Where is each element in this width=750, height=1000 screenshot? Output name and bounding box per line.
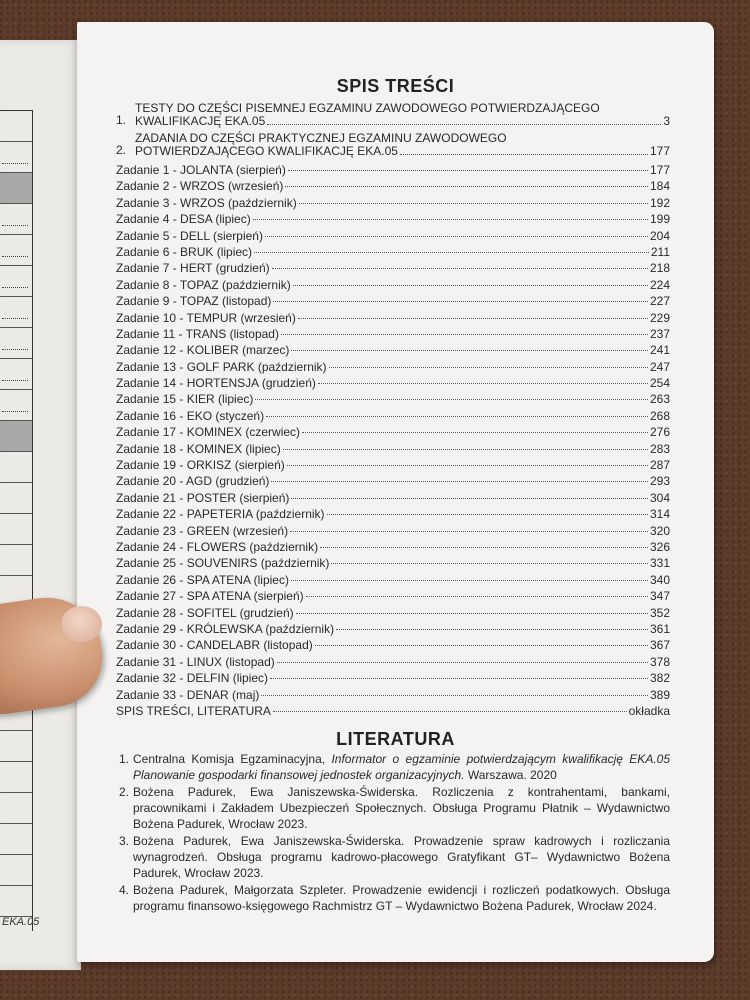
toc-page-number: 340 bbox=[649, 572, 670, 587]
toc-entry bbox=[116, 326, 670, 342]
toc-page-number: 293 bbox=[649, 474, 670, 489]
toc-entries bbox=[116, 162, 670, 719]
toc-entry-label: Zadanie 24 - FLOWERS (październik) bbox=[116, 539, 319, 554]
toc-title: SPIS TREŚCI bbox=[336, 76, 455, 96]
toc-page-number: 276 bbox=[649, 425, 670, 440]
literature-text: Centralna Komisja Egzaminacyjna, Informator o egzaminie potwierdzającym kwalifikację EKA.05 Planowanie gospodarki finansowej jednostek organizacyjnych. Warszawa. 2020 bbox=[133, 752, 670, 782]
toc-page-number: 247 bbox=[649, 359, 670, 374]
toc-entry bbox=[116, 523, 670, 539]
literature-list bbox=[119, 751, 670, 915]
literature-item bbox=[119, 833, 670, 881]
toc-page-number: 177 bbox=[649, 144, 670, 158]
toc-entry bbox=[116, 293, 670, 309]
toc-page-number: 367 bbox=[649, 638, 670, 653]
toc-entry-label: Zadanie 6 - BRUK (lipiec) bbox=[116, 244, 253, 259]
toc-entry-label: Zadanie 17 - KOMINEX (czerwiec) bbox=[116, 425, 301, 440]
toc-entry-label: Zadanie 19 - ORKISZ (sierpień) bbox=[116, 458, 285, 473]
toc-page-number: 326 bbox=[649, 539, 670, 554]
toc-entry bbox=[116, 441, 670, 457]
toc-page-number: 361 bbox=[649, 621, 670, 636]
toc-entry-label: Zadanie 20 - AGD (grudzień) bbox=[116, 474, 270, 489]
literature-text: Bożena Padurek, Ewa Janiszewska-Świderska. Rozliczenia z kontrahentami, bankami, pracownikami i Zakładem Ubezpieczeń Społecznych. Obsługa Programu Płatnik – Wydawnictwo Bożena Padurek, Wrocław 2023. bbox=[133, 785, 670, 831]
toc-entry bbox=[116, 211, 670, 227]
toc-entry bbox=[116, 473, 670, 489]
toc-page-number: 211 bbox=[650, 244, 670, 259]
toc-entry-label: Zadanie 29 - KRÓLEWSKA (październik) bbox=[116, 621, 335, 636]
literature-number: 2. bbox=[119, 785, 130, 799]
toc-page-number: 347 bbox=[649, 589, 670, 604]
toc-entry bbox=[116, 342, 670, 358]
toc-page-number: 199 bbox=[649, 212, 670, 227]
literature-item bbox=[119, 882, 670, 914]
toc-page-number: 224 bbox=[649, 277, 670, 292]
toc-entry bbox=[116, 359, 670, 375]
literature-number: 1. bbox=[119, 752, 130, 766]
toc-entry-label: Zadanie 25 - SOUVENIRS (październik) bbox=[116, 556, 330, 571]
toc-page-number: 320 bbox=[649, 523, 670, 538]
toc-entry-label: Zadanie 30 - CANDELABR (listopad) bbox=[116, 638, 313, 653]
toc-page-number: 304 bbox=[649, 490, 670, 505]
toc-page-number: 218 bbox=[649, 261, 670, 276]
toc-entry-label: Zadanie 7 - HERT (grudzień) bbox=[116, 261, 270, 276]
toc-page-number: 263 bbox=[649, 392, 670, 407]
toc-entry bbox=[116, 178, 670, 194]
toc-entry-label: Zadanie 4 - DESA (lipiec) bbox=[116, 212, 251, 227]
toc-entry bbox=[116, 162, 670, 178]
toc-entry-label: Zadanie 1 - JOLANTA (sierpień) bbox=[116, 163, 286, 177]
toc-page-number: okładka bbox=[628, 703, 670, 718]
toc-entry bbox=[116, 424, 670, 440]
toc-entry-label: Zadanie 16 - EKO (styczeń) bbox=[116, 408, 265, 423]
toc-page-number: 229 bbox=[649, 310, 670, 325]
literature-number: 4. bbox=[119, 883, 130, 897]
left-page bbox=[0, 40, 81, 970]
toc-entry-label: Zadanie 26 - SPA ATENA (lipiec) bbox=[116, 572, 289, 587]
toc-entry-label: Zadanie 21 - POSTER (sierpień) bbox=[116, 490, 290, 505]
toc-page-number: 237 bbox=[649, 326, 670, 341]
toc-entry bbox=[116, 506, 670, 522]
toc-entry bbox=[116, 490, 670, 506]
toc-entry bbox=[116, 670, 670, 686]
toc-page-number: 241 bbox=[649, 343, 670, 358]
toc-entry bbox=[116, 637, 670, 653]
literature-text: Bożena Padurek, Ewa Janiszewska-Świderska. Prowadzenie spraw kadrowych i rozliczania wynagrodzeń. Obsługa programu kadrowo-płacowego Gratyfikant GT– Wydawnictwo Bożena Padurek, Wrocław 2023. bbox=[133, 834, 670, 880]
toc-entry-label: Zadanie 5 - DELL (sierpień) bbox=[116, 228, 263, 243]
table-of-contents bbox=[116, 102, 670, 719]
toc-section-number: 1. bbox=[116, 113, 127, 127]
toc-page-number: 184 bbox=[649, 179, 670, 194]
toc-page-number: 192 bbox=[649, 195, 670, 210]
toc-entry bbox=[116, 457, 670, 473]
toc-page-number: 204 bbox=[649, 228, 670, 243]
toc-page-number: 287 bbox=[649, 458, 670, 473]
toc-entry-label: Zadanie 27 - SPA ATENA (sierpień) bbox=[116, 589, 304, 604]
toc-page-number: 268 bbox=[649, 408, 670, 423]
toc-page-number: 254 bbox=[649, 376, 670, 391]
literature-text: Bożena Padurek, Małgorzata Szpleter. Prowadzenie ewidencji i rozliczeń podatkowych. Obsługa programu finansowo-księgowego Rachmistrz GT – Wydawnictwo Bożena Padurek, Wrocław 2024. bbox=[133, 883, 670, 913]
toc-entry-label: Zadanie 13 - GOLF PARK (październik) bbox=[116, 359, 327, 374]
toc-entry-label: Zadanie 28 - SOFITEL (grudzień) bbox=[116, 605, 294, 620]
literature-title: LITERATURA bbox=[336, 729, 455, 749]
toc-entry bbox=[116, 195, 670, 211]
toc-entry-label: Zadanie 2 - WRZOS (wrzesień) bbox=[116, 179, 284, 194]
toc-entry bbox=[116, 310, 670, 326]
toc-entry bbox=[116, 621, 670, 637]
toc-page-number: 378 bbox=[649, 654, 670, 669]
toc-entry bbox=[116, 605, 670, 621]
toc-entry bbox=[116, 391, 670, 407]
toc-entry bbox=[116, 588, 670, 604]
toc-entry bbox=[116, 555, 670, 571]
toc-entry bbox=[116, 277, 670, 293]
toc-entry bbox=[116, 687, 670, 703]
toc-entry-label: Zadanie 11 - TRANS (listopad) bbox=[116, 326, 279, 341]
toc-page-number: 389 bbox=[649, 687, 670, 702]
toc-entry-label: Zadanie 14 - HORTENSJA (grudzień) bbox=[116, 376, 316, 391]
toc-page-number: 227 bbox=[649, 294, 670, 309]
toc-entry-label: Zadanie 12 - KOLIBER (marzec) bbox=[116, 343, 290, 358]
toc-entry bbox=[116, 703, 670, 719]
toc-page-number: 352 bbox=[649, 605, 670, 620]
toc-entry bbox=[116, 244, 670, 260]
toc-entry bbox=[116, 375, 670, 391]
toc-section-title: TESTY DO CZĘŚCI PISEMNEJ EGZAMINU ZAWODOWEGO POTWIERDZAJĄCEGO bbox=[135, 101, 600, 115]
toc-page-number: 177 bbox=[649, 163, 670, 177]
literature-number: 3. bbox=[119, 834, 130, 848]
toc-entry bbox=[116, 572, 670, 588]
toc-section-title-cont: KWALIFIKACJĘ EKA.05 bbox=[135, 114, 266, 128]
book-page bbox=[77, 22, 714, 962]
toc-entry-label: Zadanie 15 - KIER (lipiec) bbox=[116, 392, 254, 407]
toc-entry bbox=[116, 539, 670, 555]
toc-entry-label: Zadanie 22 - PAPETERIA (październik) bbox=[116, 507, 325, 522]
toc-entry-label: Zadanie 33 - DENAR (maj) bbox=[116, 687, 260, 702]
toc-section-number: 2. bbox=[116, 143, 127, 157]
toc-entry-label: Zadanie 8 - TOPAZ (październik) bbox=[116, 277, 291, 292]
literature-item bbox=[119, 784, 670, 832]
toc-page-number: 3 bbox=[663, 114, 670, 128]
toc-section bbox=[116, 102, 670, 128]
toc-entry-label: Zadanie 3 - WRZOS (październik) bbox=[116, 195, 297, 210]
toc-page-number: 283 bbox=[649, 441, 670, 456]
toc-entry-label: Zadanie 31 - LINUX (listopad) bbox=[116, 654, 275, 669]
toc-section-title-cont: POTWIERDZAJĄCEGO KWALIFIKACJĘ EKA.05 bbox=[135, 144, 398, 158]
left-page-table bbox=[0, 110, 33, 931]
toc-entry-label: Zadanie 23 - GREEN (wrzesień) bbox=[116, 523, 289, 538]
toc-section-title: ZADANIA DO CZĘŚCI PRAKTYCZNEJ EGZAMINU ZAWODOWEGO bbox=[135, 131, 507, 145]
left-page-code: EKA.05 bbox=[2, 916, 40, 928]
toc-entry-label: SPIS TREŚCI, LITERATURA bbox=[116, 703, 271, 718]
toc-entry-label: Zadanie 10 - TEMPUR (wrzesień) bbox=[116, 310, 296, 325]
toc-entry-label: Zadanie 32 - DELFIN (lipiec) bbox=[116, 671, 269, 686]
toc-entry bbox=[116, 654, 670, 670]
toc-entry bbox=[116, 408, 670, 424]
toc-page-number: 314 bbox=[649, 507, 670, 522]
toc-page-number: 382 bbox=[649, 671, 670, 686]
toc-entry bbox=[116, 260, 670, 276]
toc-entry-label: Zadanie 9 - TOPAZ (listopad) bbox=[116, 294, 272, 309]
toc-entry-label: Zadanie 18 - KOMINEX (lipiec) bbox=[116, 441, 281, 456]
toc-section bbox=[116, 132, 670, 158]
toc-entry bbox=[116, 228, 670, 244]
literature-item bbox=[119, 751, 670, 783]
toc-page-number: 331 bbox=[649, 556, 670, 571]
